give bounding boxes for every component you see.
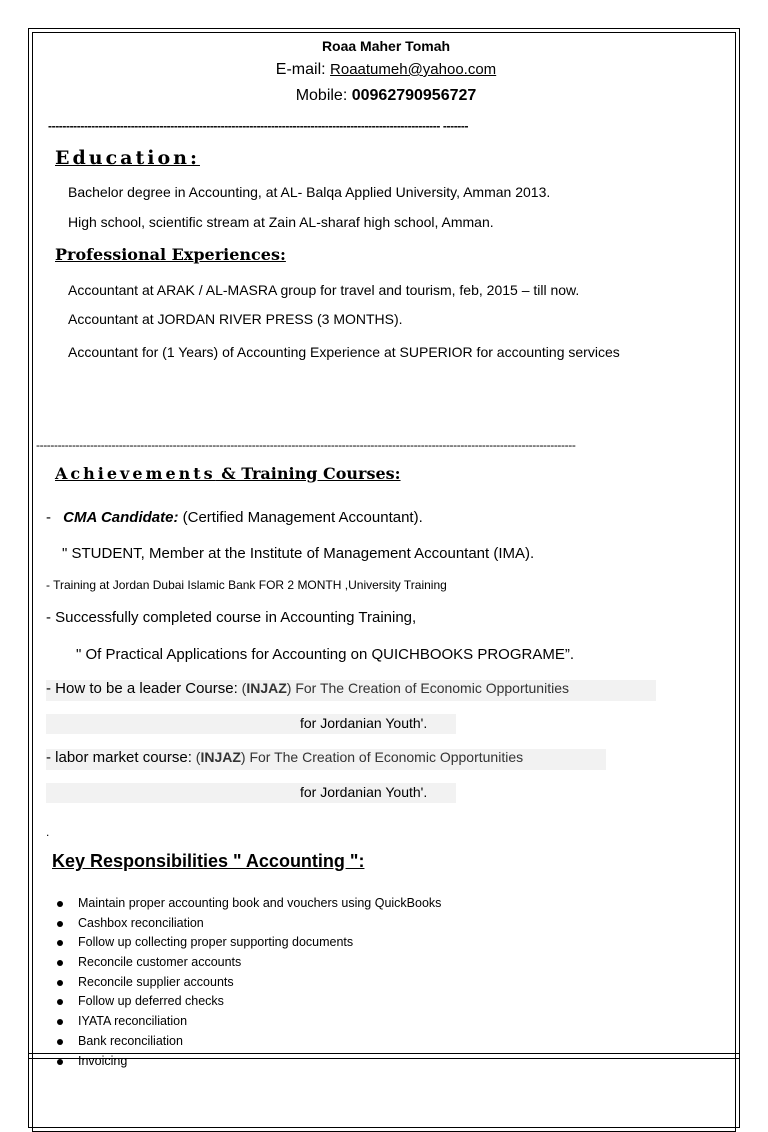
leader-rest: ) For The Creation of Economic Opportunities (286, 680, 569, 696)
list-item (52, 1052, 441, 1072)
responsibilities-list (52, 894, 441, 1071)
achievements-heading-main: Achievements (55, 464, 216, 483)
cma-dash: - (46, 509, 51, 526)
list-item (52, 1032, 441, 1052)
list-item (52, 953, 441, 973)
bullet-icon (57, 980, 63, 986)
bullet-icon (57, 999, 63, 1005)
bullet-icon (57, 940, 63, 946)
cma-line (46, 509, 423, 526)
education-heading: Education: (55, 147, 200, 169)
list-item (52, 933, 441, 953)
bullet-icon (57, 1019, 63, 1025)
list-item-text: Follow up collecting proper supporting documents (78, 935, 354, 950)
list-item (52, 914, 441, 934)
leader-course-line (46, 680, 569, 697)
labor-prefix: - labor market course: (46, 749, 192, 766)
email-link[interactable]: Roaatumeh@yahoo.com (330, 61, 497, 78)
labor-rest: ) For The Creation of Economic Opportunities (240, 749, 524, 765)
course-line: - Successfully completed course in Accounting Training, (46, 609, 417, 626)
labor-open: ( (191, 749, 201, 765)
mobile-line (36, 87, 736, 105)
injaz-label-2: INJAZ (200, 749, 241, 765)
list-item-text: Reconcile customer accounts (78, 955, 242, 970)
list-item-text: Reconcile supplier accounts (78, 974, 234, 989)
labor-course-line (46, 749, 523, 766)
experience-item: Accountant for (1 Years) of Accounting Experience at SUPERIOR for accounting services (68, 344, 620, 360)
list-item (52, 1012, 441, 1032)
list-item-text: IYATA reconciliation (78, 1014, 188, 1029)
student-line: " STUDENT, Member at the Institute of Management Accountant (IMA). (62, 545, 535, 562)
experience-heading: Professional Experiences: (55, 245, 286, 264)
injaz-label: INJAZ (246, 680, 287, 696)
bullet-icon (57, 1039, 63, 1045)
bullet-icon (57, 901, 63, 907)
list-item-text: Cashbox reconciliation (78, 915, 204, 930)
email-line (36, 61, 736, 79)
stray-dot: . (46, 825, 50, 839)
education-item: Bachelor degree in Accounting, at AL- Balqa Applied University, Amman 2013. (68, 184, 551, 200)
bullet-icon (57, 921, 63, 927)
list-item-text: Maintain proper accounting book and vouchers using QuickBooks (78, 896, 442, 910)
bullet-icon (57, 960, 63, 966)
bullet-icon (57, 1059, 63, 1065)
list-item-text: Bank reconciliation (78, 1033, 183, 1048)
candidate-name: Roaa Maher Tomah (321, 38, 451, 54)
education-item: High school, scientific stream at Zain AL-sharaf high school, Amman. (68, 214, 494, 230)
leader-prefix: - How to be a leader Course: (46, 680, 238, 697)
cma-text: (Certified Management Accountant). (178, 509, 423, 526)
email-label: E-mail: (275, 61, 326, 78)
cma-label: CMA Candidate: (63, 509, 179, 526)
youth-line-2: for Jordanian Youth'. (300, 784, 428, 800)
course-sub-line: " Of Practical Applications for Accounting on QUICHBOOKS PROGRAME”. (76, 646, 575, 663)
mobile-number: 00962790956727 (351, 87, 477, 104)
list-item (52, 894, 441, 914)
achievements-heading (55, 464, 401, 483)
youth-line: for Jordanian Youth'. (300, 715, 428, 731)
responsibilities-heading: Key Responsibilities " Accounting ": (52, 851, 365, 871)
mobile-label: Mobile: (295, 87, 348, 104)
experience-item: Accountant at JORDAN RIVER PRESS (3 MONTHS). (68, 311, 403, 327)
separator-top: ------------------------------------------------------------------------------------------------------------- ------- (48, 119, 469, 133)
list-item-text: Follow up deferred checks (78, 994, 224, 1009)
achievements-heading-rest: & Training Courses: (215, 464, 401, 483)
leader-open: ( (237, 680, 247, 696)
list-item (52, 973, 441, 993)
list-item-text: Invoicing (78, 1053, 128, 1068)
experience-item: Accountant at ARAK / AL-MASRA group for travel and tourism, feb, 2015 – till now. (68, 282, 580, 298)
training-line: - Training at Jordan Dubai Islamic Bank FOR 2 MONTH ,University Training (46, 578, 447, 592)
list-item (52, 992, 441, 1012)
separator-middle: ------------------------------------------------------------------------------------------------------------------------------------------------------ (36, 438, 576, 452)
